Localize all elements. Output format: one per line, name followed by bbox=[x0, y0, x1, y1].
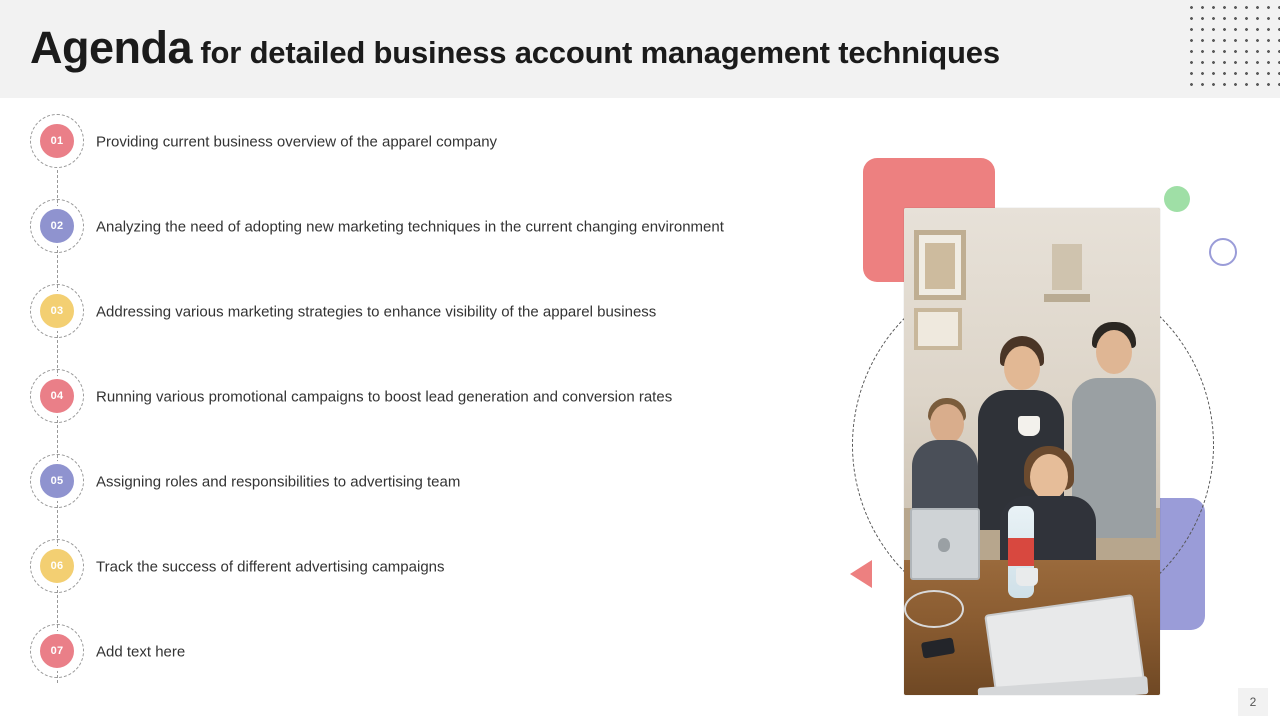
green-dot-decoration bbox=[1164, 186, 1190, 212]
photo-person-2-head bbox=[1004, 346, 1040, 390]
agenda-text-07: Add text here bbox=[96, 643, 186, 661]
photo-cable bbox=[904, 590, 964, 628]
agenda-number-badge-04 bbox=[37, 376, 77, 416]
photo-person-4-head bbox=[1030, 454, 1068, 500]
agenda-number-01: 01 bbox=[50, 135, 64, 147]
page-title-strong: Agenda bbox=[30, 22, 193, 73]
dot-pattern-decoration bbox=[1186, 0, 1280, 92]
photo-frame bbox=[904, 208, 1160, 695]
agenda-text-03: Addressing various marketing strategies to enhance visibility of the apparel business bbox=[96, 303, 657, 321]
violet-ring-decoration bbox=[1209, 238, 1237, 266]
agenda-number-badge-06 bbox=[37, 546, 77, 586]
agenda-text-06: Track the success of different advertising campaigns bbox=[96, 558, 445, 576]
photo-bottle-label bbox=[1008, 538, 1034, 566]
decorative-graphic-panel bbox=[820, 98, 1280, 698]
photo-wall-frame-2 bbox=[914, 308, 962, 350]
photo-person-3-head bbox=[1096, 330, 1132, 374]
photo-person-1-head bbox=[930, 404, 964, 444]
agenda-number-05: 05 bbox=[50, 475, 64, 487]
agenda-number-badge-05 bbox=[37, 461, 77, 501]
agenda-badge-wrap-05 bbox=[30, 454, 86, 510]
photo-shelf-object bbox=[1052, 244, 1082, 290]
photo-coffee-cup bbox=[1018, 416, 1040, 436]
agenda-number-badge-02 bbox=[37, 206, 77, 246]
agenda-badge-wrap-06 bbox=[30, 539, 86, 595]
agenda-text-01: Providing current business overview of the apparel company bbox=[96, 133, 498, 151]
agenda-list bbox=[0, 98, 820, 698]
agenda-text-04: Running various promotional campaigns to boost lead generation and conversion rates bbox=[96, 388, 673, 406]
triangle-play-icon bbox=[850, 560, 872, 588]
page-title bbox=[30, 22, 1000, 74]
agenda-badge-wrap-02 bbox=[30, 199, 86, 255]
photo-shelf bbox=[1044, 294, 1090, 302]
agenda-number-06: 06 bbox=[50, 560, 64, 572]
agenda-number-badge-01 bbox=[37, 121, 77, 161]
header-band bbox=[0, 0, 1280, 98]
agenda-number-03: 03 bbox=[50, 305, 64, 317]
agenda-number-badge-07 bbox=[37, 631, 77, 671]
agenda-badge-wrap-07 bbox=[30, 624, 86, 680]
photo-wall-frame-1 bbox=[914, 230, 966, 300]
agenda-badge-wrap-04 bbox=[30, 369, 86, 425]
photo-mug bbox=[1016, 568, 1038, 586]
agenda-number-07: 07 bbox=[50, 645, 64, 657]
page-number-badge: 2 bbox=[1238, 688, 1268, 716]
photo-laptop-logo bbox=[938, 538, 950, 552]
agenda-text-02: Analyzing the need of adopting new marketing techniques in the current changing environment bbox=[96, 218, 724, 236]
agenda-text-05: Assigning roles and responsibilities to advertising team bbox=[96, 473, 461, 491]
team-photo bbox=[904, 208, 1160, 695]
agenda-badge-wrap-03 bbox=[30, 284, 86, 340]
page-title-rest: for detailed business account management techniques bbox=[192, 35, 1000, 70]
agenda-number-badge-03 bbox=[37, 291, 77, 331]
agenda-badge-wrap-01 bbox=[30, 114, 86, 170]
agenda-number-04: 04 bbox=[50, 390, 64, 402]
agenda-number-02: 02 bbox=[50, 220, 64, 232]
